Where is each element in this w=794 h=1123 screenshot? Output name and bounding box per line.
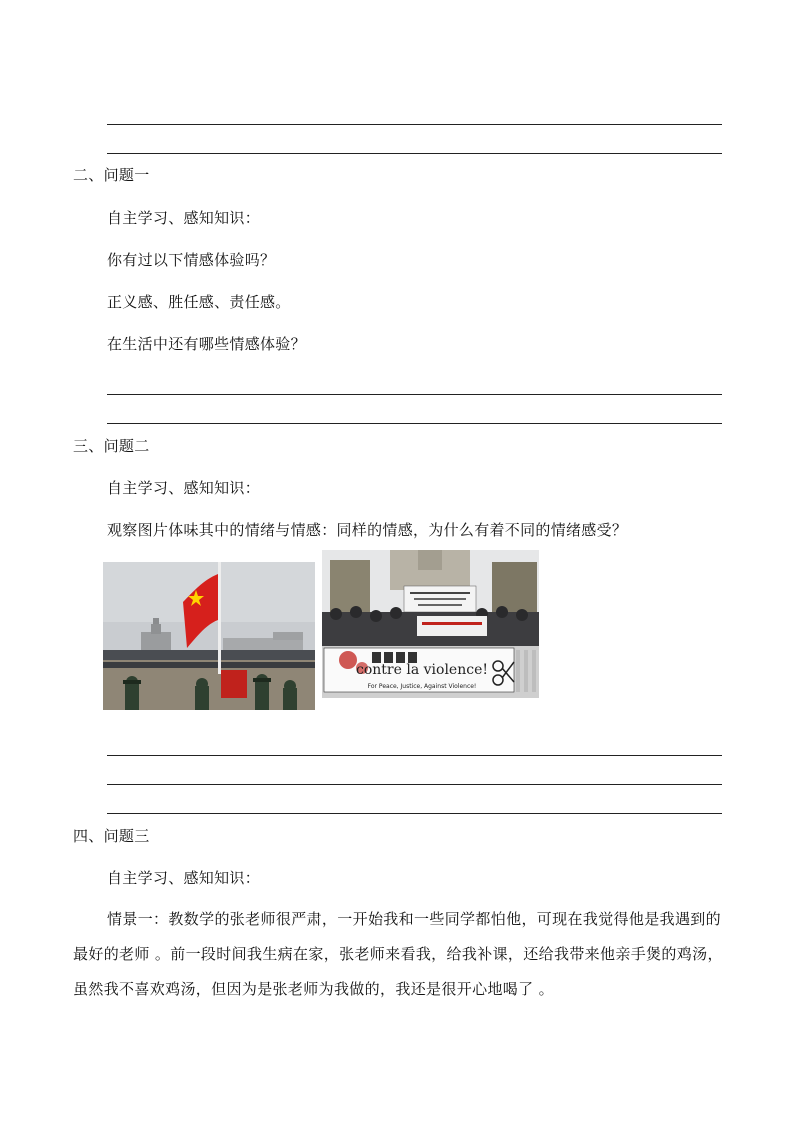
scenario-paragraph (73, 902, 725, 1007)
section-4-line-1: 自主学习、感知知识： (107, 869, 261, 887)
answer-line (107, 423, 722, 424)
scenario-text: 情景一：教数学的张老师很严肃，一开始我和一些同学都怕他，可现在我觉得他是我遇到的最好的老师 。前一段时间我生病在家，张老师来看我，给我补课，还给我带来他亲手煲的鸡汤，虽然我不喜欢鸡汤，但因为是张老师为我做的，我还是很开心地喝了 。 (73, 910, 723, 998)
section-2-line-1: 自主学习、感知知识： (107, 209, 261, 227)
section-heading-3: 三、问题二 (73, 437, 150, 455)
section-3-line-1: 自主学习、感知知识： (107, 479, 261, 497)
flag-raising-photo (103, 562, 315, 710)
answer-line (107, 153, 722, 154)
answer-line (107, 813, 722, 814)
protest-banner-photo (322, 550, 539, 698)
section-heading-4: 四、问题三 (73, 827, 150, 845)
section-2-line-2: 你有过以下情感体验吗？ (107, 251, 276, 269)
answer-line (107, 124, 722, 125)
answer-line (107, 755, 722, 756)
section-2-line-3: 正义感、胜任感、责任感。 (107, 293, 291, 311)
answer-line (107, 394, 722, 395)
section-heading-2: 二、问题一 (73, 166, 150, 184)
answer-line (107, 784, 722, 785)
section-2-line-4: 在生活中还有哪些情感体验？ (107, 335, 306, 353)
section-3-line-2: 观察图片体味其中的情绪与情感：同样的情感，为什么有着不同的情绪感受？ (107, 521, 628, 539)
banner-main-text: contre la violence! (356, 662, 488, 678)
banner-sub-text: For Peace, Justice, Against Violence! (367, 683, 477, 690)
